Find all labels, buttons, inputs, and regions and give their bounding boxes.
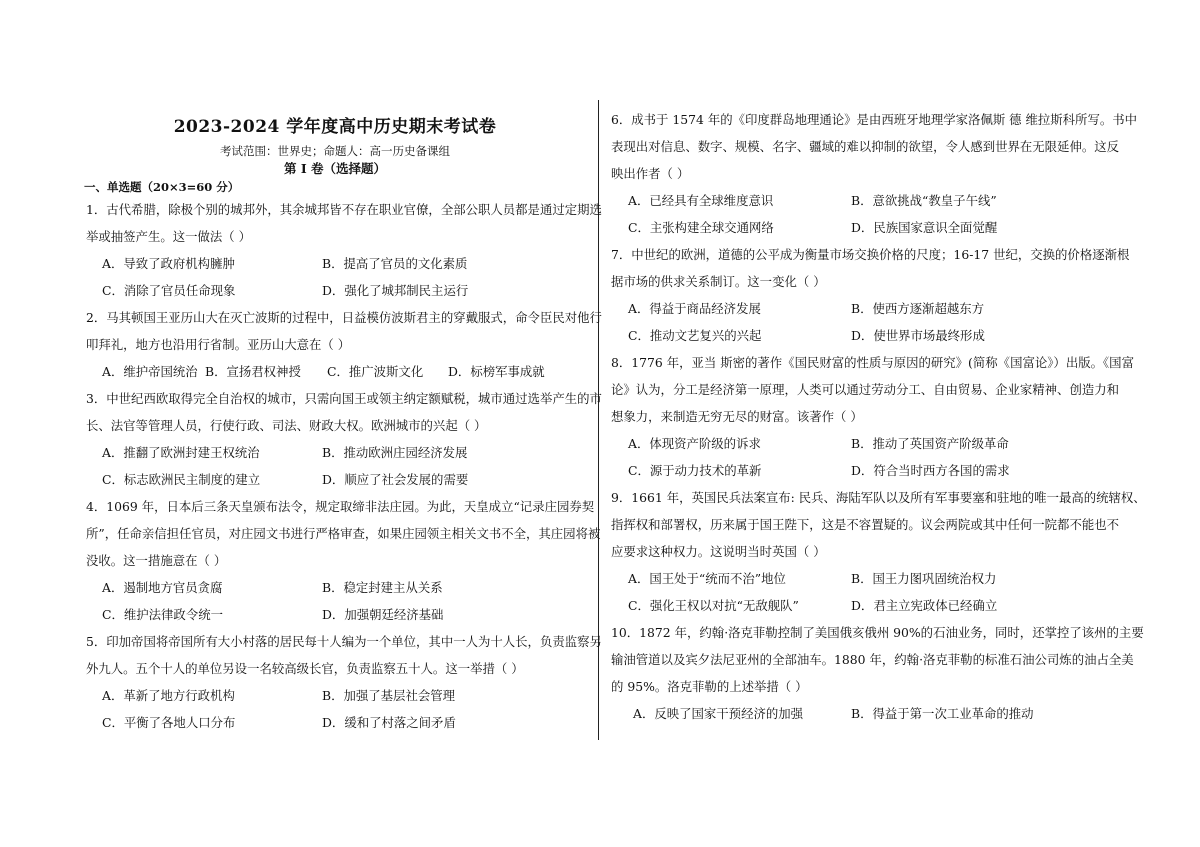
question-text: 5．印加帝国将帝国所有大小村落的居民每十人编为一个单位，其中一人为十人长，负责监察另 [86, 634, 602, 649]
option: D．标榜军事成就 [448, 364, 545, 379]
option: A．导致了政府机构臃肿 [102, 256, 235, 271]
option: C．消除了官员任命现象 [102, 283, 236, 298]
option: A．体现资产阶级的诉求 [628, 436, 761, 451]
option: B．加强了基层社会管理 [322, 688, 456, 703]
question-text: 指挥权和部署权，历来属于国王陛下，这是不容置疑的。议会两院或其中任何一院都不能也不 [611, 517, 1120, 532]
question-text: 3．中世纪西欧取得完全自治权的城市，只需向国王或领主纳定额赋税，城市通过选举产生的市 [86, 391, 602, 406]
question-text: 外九人。五个十人的单位另设一名较高级长官，负责监察五十人。这一举措（ ） [86, 661, 524, 676]
option: C．推广波斯文化 [327, 364, 424, 379]
question-text: 的 95%。洛克菲勒的上述举措（ ） [611, 679, 808, 694]
option: D．加强朝廷经济基础 [322, 607, 444, 622]
option: A．得益于商品经济发展 [628, 301, 761, 316]
option: D．强化了城邦制民主运行 [322, 283, 469, 298]
option: B．稳定封建主从关系 [322, 580, 443, 595]
option: D．君主立宪政体已经确立 [851, 598, 998, 613]
option: B．提高了官员的文化素质 [322, 256, 468, 271]
option: B．使西方逐渐超越东方 [851, 301, 985, 316]
option: D．符合当时西方各国的需求 [851, 463, 1010, 478]
question-text: 2．马其顿国王亚历山大在灭亡波斯的过程中，日益模仿波斯君主的穿戴服式，命令臣民对他行 [86, 310, 602, 325]
option: C．源于动力技术的革新 [628, 463, 762, 478]
option: A．遏制地方官员贪腐 [102, 580, 223, 595]
exam-title: 2023-2024 学年度高中历史期末考试卷 [173, 117, 497, 137]
option: B．推动了英国资产阶级革命 [851, 436, 1009, 451]
question-text: 7．中世纪的欧洲，道德的公平成为衡量市场交换价格的尺度；16-17 世纪，交换的价格逐渐根 [611, 247, 1130, 262]
question-text: 长、法官等管理人员，行使行政、司法、财政大权。欧洲城市的兴起（ ） [86, 418, 487, 433]
option: C．平衡了各地人口分布 [102, 715, 236, 730]
option: C．强化王权以对抗“无敌舰队” [628, 598, 799, 613]
option: A．反映了国家干预经济的加强 [633, 706, 804, 721]
option: B．意欲挑战“教皇子午线” [851, 193, 997, 208]
option: C．主张构建全球交通网络 [628, 220, 774, 235]
question-text: 1．古代希腊，除极个别的城邦外，其余城邦皆不存在职业官僚，全部公职人员都是通过定期选 [86, 202, 602, 217]
question-text: 映出作者（ ） [611, 166, 690, 181]
volume-heading: 第 I 卷（选择题） [283, 161, 387, 176]
option: D．缓和了村落之间矛盾 [322, 715, 456, 730]
option: D．顺应了社会发展的需要 [322, 472, 469, 487]
question-text: 应要求这种权力。这说明当时英国（ ） [611, 544, 826, 559]
option: C．维护法律政令统一 [102, 607, 223, 622]
question-text: 8．1776 年，亚当 斯密的著作《国民财富的性质与原因的研究》(简称《国富论》）出版。《国富 [611, 355, 1134, 370]
question-text: 没收。这一措施意在（ ） [86, 553, 227, 568]
option: C．推动文艺复兴的兴起 [628, 328, 762, 343]
option: B．推动欧洲庄园经济发展 [322, 445, 468, 460]
option: A．革新了地方行政机构 [102, 688, 235, 703]
question-text: 9．1661 年，英国民兵法案宣布: 民兵、海陆军队以及所有军事要塞和驻地的唯一最高的统辖权、 [611, 490, 1146, 505]
option: C．标志欧洲民主制度的建立 [102, 472, 261, 487]
section-heading: 一、单选题（20×3=60 分） [84, 180, 240, 194]
question-text: 10．1872 年，约翰·洛克菲勒控制了美国俄亥俄州 90%的石油业务，同时，还掌控了该州的主要 [611, 625, 1144, 640]
question-text: 叩拜礼，地方也沿用行省制。亚历山大意在（ ） [86, 337, 351, 352]
question-text: 6．成书于 1574 年的《印度群岛地理通论》是由西班牙地理学家洛佩斯 德 维拉斯科所写。书中 [611, 112, 1138, 127]
option: B．宣扬君权神授 [205, 364, 301, 379]
option: B．国王力图巩固统治权力 [851, 571, 997, 586]
question-text: 论》认为，分工是经济第一原理，人类可以通过劳动分工、自由贸易、企业家精神、创造力和 [611, 382, 1120, 397]
option: A．维护帝国统治 [102, 364, 198, 379]
exam-meta: 考试范围：世界史；命题人：高一历史备课组 [220, 144, 450, 158]
question-text: 据市场的供求关系制订。这一变化（ ） [611, 274, 826, 289]
question-text: 4．1069 年，日本后三条天皇颁布法令，规定取缔非法庄园。为此，天皇成立“记录庄园券契 [86, 499, 595, 514]
option: A．推翻了欧洲封建王权统治 [102, 445, 260, 460]
option: D．民族国家意识全面觉醒 [851, 220, 998, 235]
question-text: 所”，任命亲信担任官员，对庄园文书进行严格审查，如果庄园领主相关文书不全，其庄园将被 [86, 526, 601, 541]
option: B．得益于第一次工业革命的推动 [851, 706, 1034, 721]
question-text: 举或抽签产生。这一做法（ ） [86, 229, 252, 244]
question-text: 表现出对信息、数字、规模、名字、疆域的难以抑制的欲望，令人感到世界在无限延伸。这反 [611, 139, 1120, 154]
option: A．已经具有全球维度意识 [628, 193, 774, 208]
question-text: 输油管道以及宾夕法尼亚州的全部油车。1880 年，约翰·洛克菲勒的标准石油公司炼的油占全美 [611, 652, 1134, 667]
question-text: 想象力，来制造无穷无尽的财富。该著作（ ） [611, 409, 863, 424]
option: A．国王处于“统而不治”地位 [628, 571, 786, 586]
option: D．使世界市场最终形成 [851, 328, 985, 343]
